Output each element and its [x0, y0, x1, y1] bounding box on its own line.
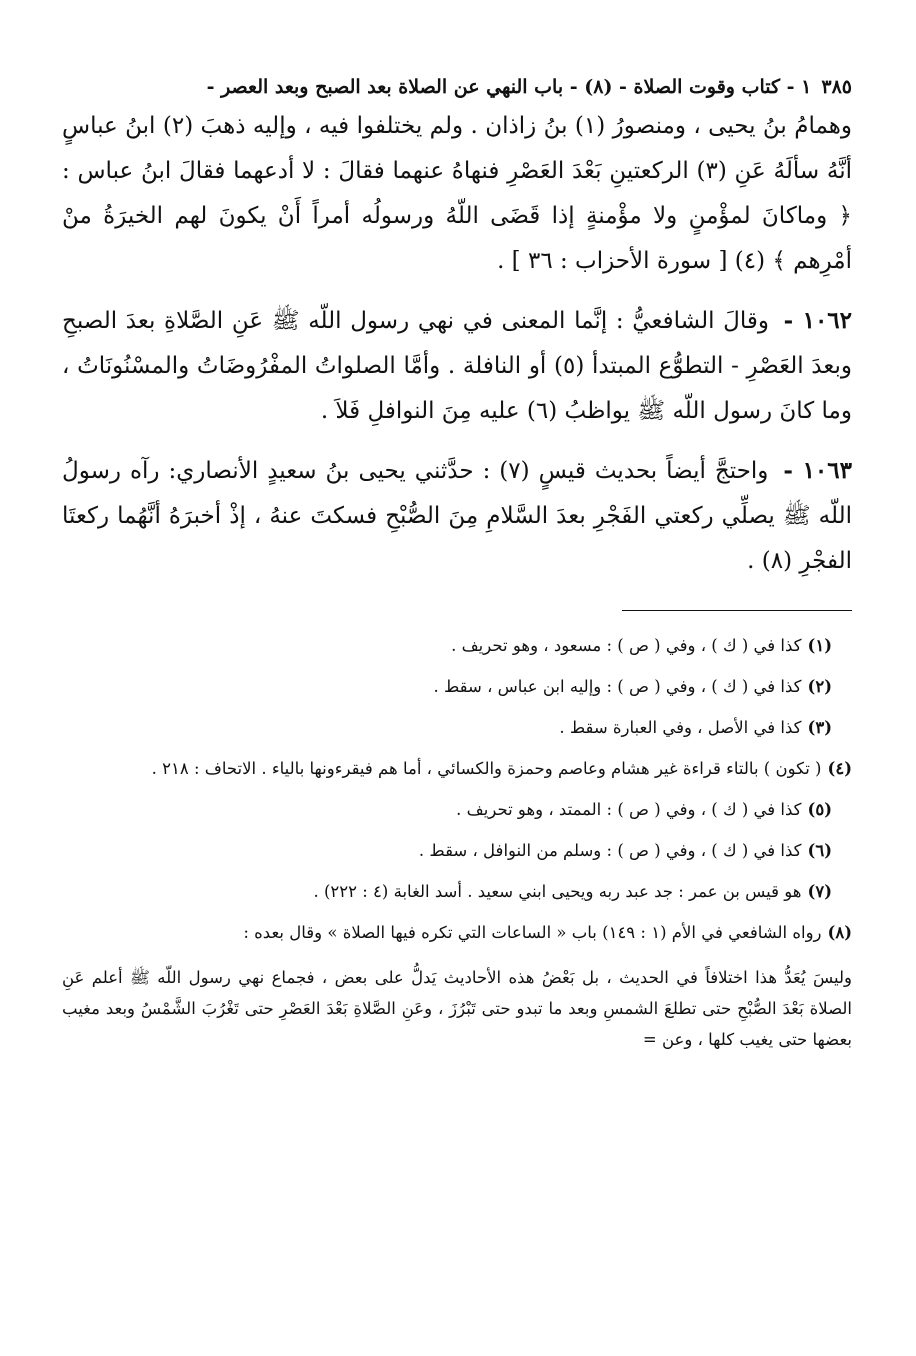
footnote-6: (٦)كذا في ( ك ) ، وفي ( ص ) : وسلم من النوافل ، سقط . — [418, 841, 832, 860]
footnote-1: (١)كذا في ( ك ) ، وفي ( ص ) : مسعود ، وهو تحريف . — [451, 636, 832, 655]
footnote-8: (٨)رواه الشافعي في الأم (١ : ١٤٩) باب « الساعات التي تكره فيها الصلاة » وقال بعده : — [243, 923, 852, 942]
page-number: ٣٨٥ — [821, 76, 852, 98]
footnote-4: (٤)( تكون ) بالتاء قراءة غير هشام وعاصم وحمزة والكسائي ، أما هم فيقرءونها بالياء . الاتحاف : ٢١٨ . — [151, 759, 852, 778]
footnote-continuation: وليسَ يُعَدُّ هذا اختلافاً في الحديث ، بل بَعْضُ هذه الأحاديث يَدلُّ على بعض ، فجماع نهي رسول اللّه ﷺ أعلم عَنِ الصلاة بَعْدَ الصُّبْحِ حتى تطلعَ الشمسِ وبعد ما تبدو حتى تَبْرُزَ ، وعَنِ الصَّلاةِ بَعْدَ العَصْرِ حتى تَغْرُبَ الشَّمْسُ وبعد مغيب بعضها حتى يغيب كلها ، وعن = — [62, 968, 852, 1049]
paragraph-1: وهمامُ بنُ يحيى ، ومنصورُ (١) بنُ زاذان . ولم يختلفوا فيه ، وإليه ذهبَ (٢) ابنُ عباسٍ أنَّهُ سألَهُ عَنِ (٣) الركعتينِ بَعْدَ العَصْرِ فنهاهُ عنهما فقالَ : لا أدعهما فقالَ ابنُ عباس : ﴿ وماكانَ لمؤْمنٍ ولا مؤْمنةٍ إذا قَضَى اللّهُ ورسولُه أمراً أَنْ يكونَ لهم الخيرَةُ منْ أمْرِهم ﴾ (٤) [ سورة الأحزاب : ٣٦ ] . — [62, 113, 852, 274]
footnote-3: (٣)كذا في الأصل ، وفي العبارة سقط . — [559, 718, 832, 737]
header-title: ١ - كتاب وقوت الصلاة - (٨) - باب النهي عن الصلاة بعد الصبح وبعد العصر - — [206, 76, 812, 98]
paragraph-number: ١٠٦٣ - — [783, 457, 852, 484]
paragraph-1062 — [62, 298, 852, 434]
footnote-2: (٢)كذا في ( ك ) ، وفي ( ص ) : وإليه ابن عباس ، سقط . — [433, 677, 832, 696]
running-header — [62, 70, 852, 104]
paragraph-number: ١٠٦٢ - — [783, 307, 853, 334]
paragraph-text: واحتجَّ أيضاً بحديث قيسٍ (٧) : حدَّثني يحيى بنُ سعيدٍ الأنصاري: رآه رسولُ اللّه ﷺ يصلِّي ركعتي الفَجْرِ بعدَ السَّلامِ مِنَ الصُّبْحِ فسكتَ عنهُ ، إذْ أخبرَهُ أنَّهُما ركعتَا الفجْرِ (٨) . — [62, 458, 852, 574]
footnotes — [62, 631, 852, 948]
paragraph-text: وقالَ الشافعيُّ : إنَّما المعنى في نهي رسول اللّه ﷺ عَنِ الصَّلاةِ بعدَ الصبحِ وبعدَ العَصْرِ - التطوُّع المبتدأ (٥) أو النافلة . وأمَّا الصلواتُ المفْرُوضَاتُ والمسْنُونَاتُ ، وما كانَ رسول اللّه ﷺ يواظبُ (٦) عليه مِنَ النوافلِ فَلاَ . — [62, 308, 852, 424]
footnote-5: (٥)كذا في ( ك ) ، وفي ( ص ) : الممتد ، وهو تحريف . — [456, 800, 832, 819]
paragraph-1063 — [62, 448, 852, 584]
footnote-7: (٧)هو قيس بن عمر : جد عبد ربه ويحيى ابني سعيد . أسد الغابة (٤ : ٢٢٢) . — [313, 882, 832, 901]
footnote-separator — [622, 610, 852, 611]
book-page — [62, 70, 852, 1055]
